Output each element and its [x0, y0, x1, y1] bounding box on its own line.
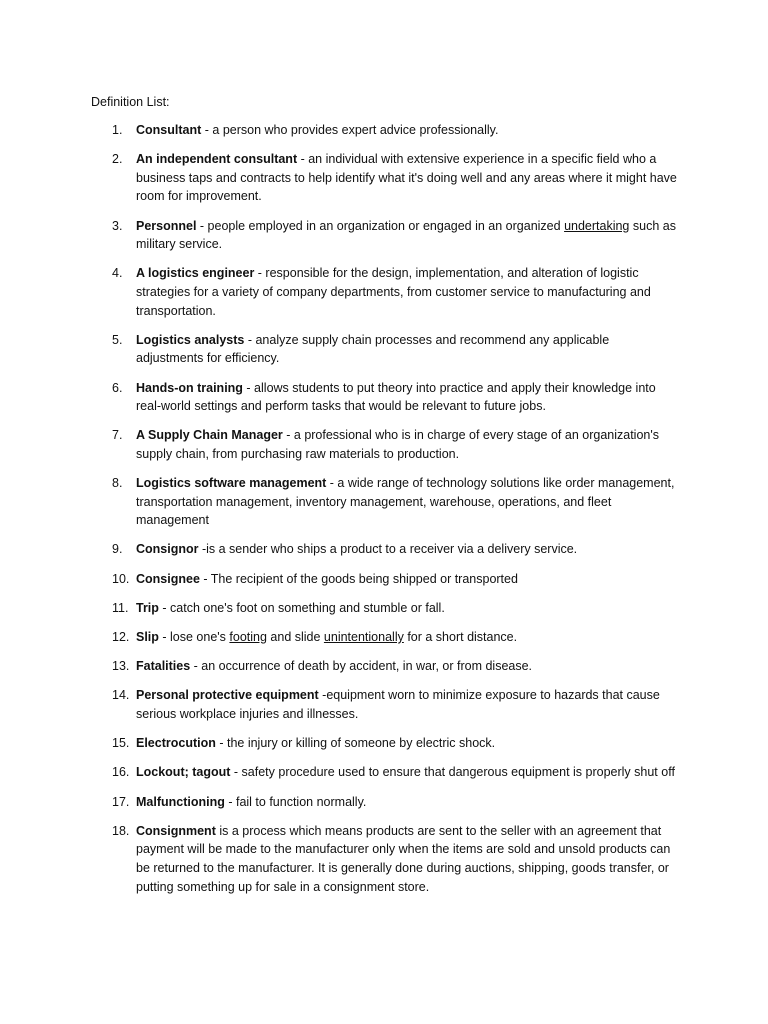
item-number: 9.	[112, 542, 123, 557]
item-term: Consignee	[136, 571, 200, 586]
list-item	[0, 379, 768, 416]
list-item	[0, 657, 768, 676]
item-term: A logistics engineer	[136, 266, 255, 281]
list-item	[0, 331, 768, 368]
item-definition: - lose one's	[158, 630, 230, 644]
item-number: 7.	[112, 428, 123, 443]
item-number: 13.	[112, 659, 130, 674]
list-item	[0, 628, 768, 647]
list-item	[0, 734, 768, 753]
list-item	[0, 426, 768, 463]
item-number: 15.	[112, 736, 130, 751]
item-term: Fatalities	[136, 659, 191, 674]
item-definition: - allows students to put theory into practice and apply their knowledge into real-world settings and perform tasks that would be relevant to future jobs.	[136, 380, 656, 414]
list-item	[0, 599, 768, 618]
item-term: Hands-on training	[136, 380, 243, 395]
item-definition: - analyze supply chain processes and recommend any applicable adjustments for efficiency.	[136, 332, 610, 366]
list-item	[0, 822, 768, 896]
item-number: 17.	[112, 794, 130, 809]
item-term: Personnel	[136, 218, 197, 233]
underlined-word: undertaking	[564, 218, 630, 233]
item-definition: - a professional who is in charge of every stage of an organization's supply chain, from purchasing raw materials to production.	[136, 428, 659, 461]
item-number: 11.	[112, 600, 129, 615]
item-definition: -equipment worn to minimize exposure to hazards that cause serious workplace injuries and illnesses.	[136, 688, 660, 721]
item-number: 3.	[112, 218, 123, 233]
list-heading: Definition List:	[91, 95, 170, 109]
item-definition-cont: such as military service.	[136, 218, 676, 252]
item-term: Electrocution	[136, 736, 216, 751]
item-definition: - safety procedure used to ensure that dangerous equipment is properly shut off	[230, 765, 675, 780]
item-definition-end: for a short distance.	[403, 630, 518, 644]
item-term: Personal protective equipment	[136, 688, 319, 703]
list-item	[0, 150, 768, 206]
item-definition: - a person who provides expert advice professionally.	[201, 123, 499, 137]
item-number: 5.	[112, 332, 123, 347]
item-term: Logistics analysts	[136, 332, 245, 347]
item-definition: - the injury or killing of someone by electric shock.	[215, 736, 496, 751]
item-term: Trip	[136, 600, 159, 615]
item-number: 4.	[112, 266, 123, 281]
underlined-word: footing	[229, 630, 267, 644]
item-number: 12.	[112, 630, 130, 644]
list-item	[0, 474, 768, 530]
list-item	[0, 763, 768, 782]
underlined-word: unintentionally	[323, 630, 404, 644]
list-item	[0, 570, 768, 589]
item-number: 10.	[112, 571, 130, 586]
item-number: 16.	[112, 765, 130, 780]
list-item	[0, 121, 768, 140]
item-definition: -is a sender who ships a product to a receiver via a delivery service.	[198, 542, 578, 557]
definition-list	[0, 121, 768, 907]
item-term: Consignment	[136, 823, 216, 838]
list-item	[0, 793, 768, 812]
list-item	[0, 217, 768, 254]
item-definition-cont: and slide	[266, 630, 324, 644]
item-definition: - catch one's foot on something and stumble or fall.	[158, 600, 445, 615]
list-item	[0, 264, 768, 320]
item-term: An independent consultant	[136, 152, 298, 167]
item-definition: - The recipient of the goods being shipped or transported	[199, 571, 518, 586]
item-definition: - a wide range of technology solutions like order management, transportation management, inventory management, warehouse, operations, and fleet management	[136, 476, 675, 528]
item-number: 14.	[112, 688, 130, 703]
item-number: 1.	[112, 123, 123, 137]
item-term: Logistics software management	[136, 476, 327, 491]
item-number: 18.	[112, 823, 130, 838]
item-definition: - an individual with extensive experience in a specific field who a business taps and contracts to help identify what it's doing well and any areas where it might have room for improvement.	[136, 152, 677, 204]
list-item	[0, 540, 768, 559]
item-definition: - responsible for the design, implementation, and alteration of logistic strategies for a variety of company departments, from customer service to manufacturing and transportation.	[136, 266, 651, 318]
item-definition: - fail to function normally.	[224, 794, 367, 809]
item-term: A Supply Chain Manager	[136, 428, 283, 443]
item-term: Malfunctioning	[136, 794, 225, 809]
item-number: 2.	[112, 152, 123, 167]
list-item	[0, 686, 768, 723]
item-term: Consignor	[136, 542, 199, 557]
item-term: Slip	[136, 630, 159, 644]
item-term: Consultant	[136, 123, 202, 137]
item-number: 6.	[112, 380, 123, 395]
item-definition: - people employed in an organization or engaged in an organized	[196, 218, 565, 233]
item-number: 8.	[112, 476, 123, 491]
item-definition: - an occurrence of death by accident, in war, or from disease.	[190, 659, 533, 674]
item-definition: is a process which means products are sent to the seller with an agreement that payment will be made to the manufacturer only when the items are sold and unsold products can be returned to the manufacturer. It is generally done during auctions, shipping, goods transfer, or putting something up for sale in a consignment store.	[136, 823, 671, 894]
item-term: Lockout; tagout	[136, 765, 231, 780]
